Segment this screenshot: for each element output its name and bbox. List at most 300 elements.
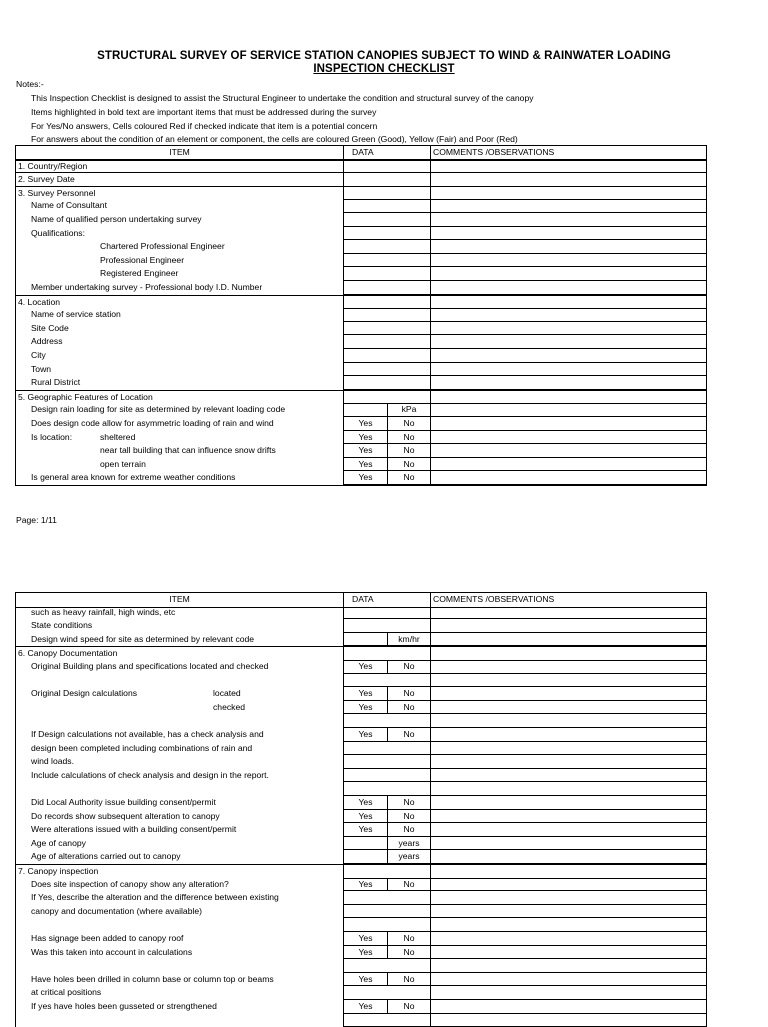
- comments-input-cell[interactable]: [430, 173, 707, 187]
- table-row: [15, 714, 707, 728]
- item-cell: [15, 918, 343, 932]
- table-row: [15, 959, 707, 973]
- comments-input-cell[interactable]: [430, 281, 707, 295]
- data-input-cell[interactable]: [343, 674, 430, 688]
- comments-input-cell[interactable]: [430, 417, 707, 431]
- unit-label: kPa: [401, 404, 417, 415]
- item-cell: [15, 837, 343, 851]
- table-row: [15, 755, 707, 769]
- document-subtitle: INSPECTION CHECKLIST: [313, 63, 455, 75]
- no-option[interactable]: No: [403, 418, 415, 428]
- comments-input-cell[interactable]: [430, 267, 707, 281]
- table-row: [15, 254, 707, 268]
- comments-input-cell[interactable]: [430, 1014, 707, 1027]
- table-row: [15, 810, 707, 824]
- no-option[interactable]: No: [403, 701, 415, 712]
- unit-value-cell[interactable]: [343, 850, 430, 864]
- table-row: [15, 769, 707, 783]
- table-row: [15, 240, 707, 254]
- table-row: [15, 606, 707, 620]
- data-input-cell[interactable]: [343, 335, 430, 349]
- table-row: [15, 878, 707, 892]
- item-label: Name of qualified person undertaking survey: [31, 214, 202, 224]
- yes-no-cell[interactable]: [343, 444, 430, 458]
- comments-input-cell[interactable]: [430, 240, 707, 254]
- item-label: 2. Survey Date: [18, 174, 75, 185]
- no-option[interactable]: No: [403, 688, 415, 699]
- item-label: Do records show subsequent alteration to canopy: [31, 810, 220, 821]
- comments-input-cell[interactable]: [430, 199, 707, 213]
- yes-option[interactable]: Yes: [358, 878, 373, 889]
- data-input-cell[interactable]: [343, 213, 430, 227]
- data-input-cell[interactable]: [343, 742, 430, 756]
- item-cell: [15, 1000, 343, 1014]
- table-row: [15, 1014, 707, 1027]
- item-label: Does site inspection of canopy show any alteration?: [31, 878, 229, 889]
- table-row: [15, 674, 707, 688]
- data-input-cell[interactable]: [343, 606, 430, 620]
- item-cell: [15, 281, 343, 295]
- table-row: [15, 905, 707, 919]
- item-label: Name of Consultant: [31, 200, 107, 211]
- comments-input-cell[interactable]: [430, 160, 707, 174]
- data-input-cell[interactable]: [343, 160, 430, 174]
- item-label: Does design code allow for asymmetric loading of rain and wind: [31, 418, 274, 428]
- table-row: [15, 973, 707, 987]
- item-label: Age of canopy: [31, 837, 86, 848]
- comments-input-cell[interactable]: [430, 227, 707, 241]
- item-cell: [15, 254, 343, 268]
- comments-input-cell[interactable]: [430, 213, 707, 227]
- item-label: Site Code: [31, 322, 69, 333]
- data-input-cell[interactable]: [343, 254, 430, 268]
- comments-input-cell[interactable]: [430, 471, 707, 485]
- item-cell: [15, 1014, 343, 1027]
- yes-option[interactable]: Yes: [358, 418, 373, 428]
- item-cell: [15, 227, 343, 241]
- comments-input-cell[interactable]: [430, 444, 707, 458]
- no-option[interactable]: No: [403, 472, 415, 483]
- data-input-cell[interactable]: [343, 281, 430, 295]
- item-label: Address: [31, 336, 63, 347]
- yes-option[interactable]: Yes: [358, 688, 373, 699]
- table-row: [15, 322, 707, 336]
- item-cell: [15, 755, 343, 769]
- no-option[interactable]: No: [403, 824, 415, 835]
- table-row: [15, 986, 707, 1000]
- unit-value-cell[interactable]: [343, 403, 430, 417]
- item-label: Registered Engineer: [100, 268, 179, 279]
- table-row: [15, 172, 707, 187]
- table-row: [15, 864, 707, 879]
- item-cell: [15, 296, 343, 310]
- comments-input-cell[interactable]: [430, 647, 707, 661]
- item-label: Design rain loading for site as determined by relevant loading code: [31, 404, 286, 415]
- unit-label: km/hr: [398, 633, 420, 644]
- data-input-cell[interactable]: [343, 891, 430, 905]
- yes-option[interactable]: Yes: [358, 797, 373, 807]
- data-input-cell[interactable]: [343, 308, 430, 322]
- no-option[interactable]: No: [403, 445, 415, 456]
- data-input-cell[interactable]: [343, 619, 430, 633]
- item-cell: [15, 606, 343, 620]
- comments-input-cell[interactable]: [430, 1000, 707, 1014]
- item-cell: [15, 322, 343, 336]
- item-cell: [15, 973, 343, 987]
- data-input-cell[interactable]: [343, 349, 430, 363]
- item-label: 7. Canopy inspection: [18, 866, 99, 876]
- item-cell: [15, 173, 343, 187]
- table-row: [15, 186, 707, 201]
- table-row: [15, 335, 707, 349]
- table-row: [15, 1000, 707, 1014]
- table-row: [15, 213, 707, 227]
- item-label: Have holes been drilled in column base or column top or beams: [31, 973, 274, 984]
- yes-no-cell[interactable]: [343, 687, 430, 701]
- comments-input-cell[interactable]: [430, 633, 707, 647]
- item-label: Member undertaking survey - Professional body I.D. Number: [31, 282, 263, 292]
- data-input-cell[interactable]: [343, 187, 430, 201]
- yes-option[interactable]: Yes: [358, 946, 373, 957]
- item-sublabel: sheltered: [100, 431, 136, 442]
- comments-input-cell[interactable]: [430, 755, 707, 769]
- document-title: STRUCTURAL SURVEY OF SERVICE STATION CANOPIES SUBJECT TO WIND & RAINWATER LOADING: [97, 50, 671, 62]
- item-cell: [15, 674, 343, 688]
- table-row: [15, 431, 707, 445]
- yes-no-cell[interactable]: [343, 458, 430, 472]
- item-sublabel: located: [213, 688, 241, 699]
- table-row: [15, 646, 707, 661]
- column-header-item: ITEM: [15, 593, 343, 607]
- item-label: Did Local Authority issue building consent/permit: [31, 797, 216, 807]
- table-row: [15, 471, 707, 486]
- yes-option[interactable]: Yes: [358, 933, 373, 943]
- table-row: [15, 796, 707, 810]
- no-option[interactable]: No: [403, 810, 415, 821]
- item-cell: [15, 308, 343, 322]
- no-option[interactable]: No: [403, 973, 415, 984]
- item-cell: [15, 687, 343, 701]
- yes-no-cell[interactable]: [343, 878, 430, 892]
- yes-option[interactable]: Yes: [358, 729, 373, 739]
- table-row: [15, 444, 707, 458]
- item-cell: [15, 796, 343, 810]
- item-cell: [15, 160, 343, 174]
- item-label: State conditions: [31, 620, 93, 631]
- item-cell: [15, 619, 343, 633]
- item-label: wind loads.: [31, 756, 74, 767]
- comments-input-cell[interactable]: [430, 403, 707, 417]
- item-cell: [15, 769, 343, 783]
- item-cell: [15, 932, 343, 946]
- comments-input-cell[interactable]: [430, 918, 707, 932]
- item-label: City: [31, 350, 46, 360]
- data-input-cell[interactable]: [343, 363, 430, 377]
- no-option[interactable]: No: [403, 661, 415, 671]
- yes-option[interactable]: Yes: [358, 824, 373, 835]
- item-label: at critical positions: [31, 987, 102, 998]
- item-cell: [15, 742, 343, 756]
- item-label: 3. Survey Personnel: [18, 187, 96, 198]
- item-cell: [15, 647, 343, 661]
- item-label: 4. Location: [18, 296, 61, 307]
- column-header-data: DATA: [343, 593, 430, 607]
- comments-input-cell[interactable]: [430, 973, 707, 987]
- data-input-cell[interactable]: [343, 1014, 430, 1027]
- item-cell: [15, 267, 343, 281]
- yes-no-cell[interactable]: [343, 431, 430, 445]
- comments-input-cell[interactable]: [430, 865, 707, 879]
- table-row: [15, 837, 707, 851]
- table-row: [15, 159, 707, 174]
- table-row: [15, 458, 707, 472]
- item-label: If yes have holes been gusseted or strengthened: [31, 1001, 217, 1011]
- item-cell: [15, 633, 343, 647]
- yes-no-cell[interactable]: [343, 417, 430, 431]
- item-label: 1. Country/Region: [18, 160, 88, 171]
- table-row: [15, 417, 707, 431]
- table-row: [15, 633, 707, 647]
- unit-label: years: [398, 837, 420, 848]
- yes-no-cell[interactable]: [343, 471, 430, 485]
- page-number: Page: 1/11: [16, 515, 57, 525]
- item-cell: [15, 417, 343, 431]
- comments-input-cell[interactable]: [430, 986, 707, 1000]
- table-row: [15, 390, 707, 405]
- comments-input-cell[interactable]: [430, 728, 707, 742]
- item-label: Chartered Professional Engineer: [100, 241, 225, 252]
- column-header-data: DATA: [343, 146, 430, 160]
- item-label: Is location:: [31, 431, 73, 442]
- comments-input-cell[interactable]: [430, 946, 707, 960]
- comments-input-cell[interactable]: [430, 837, 707, 851]
- comments-input-cell[interactable]: [430, 363, 707, 377]
- comments-input-cell[interactable]: [430, 431, 707, 445]
- item-label: near tall building that can influence snow drifts: [100, 445, 276, 456]
- item-label: Design wind speed for site as determined by relevant code: [31, 633, 255, 644]
- yes-option[interactable]: Yes: [358, 973, 373, 984]
- item-label: Was this taken into account in calculations: [31, 946, 193, 957]
- data-input-cell[interactable]: [343, 173, 430, 187]
- comments-input-cell[interactable]: [430, 891, 707, 905]
- yes-option[interactable]: Yes: [358, 661, 373, 671]
- comments-input-cell[interactable]: [430, 187, 707, 201]
- item-cell: [15, 431, 343, 445]
- comments-input-cell[interactable]: [430, 823, 707, 837]
- table-row: [15, 295, 707, 310]
- item-cell: [15, 782, 343, 796]
- yes-no-cell[interactable]: [343, 701, 430, 715]
- item-cell: [15, 728, 343, 742]
- notes-label: Notes:-: [16, 79, 44, 89]
- comments-input-cell[interactable]: [430, 349, 707, 363]
- table-row: [15, 281, 707, 295]
- item-cell: [15, 714, 343, 728]
- comments-input-cell[interactable]: [430, 376, 707, 390]
- table-row: [15, 227, 707, 241]
- data-input-cell[interactable]: [343, 769, 430, 783]
- yes-no-cell[interactable]: [343, 932, 430, 946]
- comments-input-cell[interactable]: [430, 701, 707, 715]
- item-cell: [15, 701, 343, 715]
- table-row: [15, 891, 707, 905]
- comments-input-cell[interactable]: [430, 308, 707, 322]
- yes-option[interactable]: Yes: [358, 1001, 373, 1011]
- no-option[interactable]: No: [403, 933, 415, 943]
- table-row: [15, 918, 707, 932]
- item-label: Has signage been added to canopy roof: [31, 933, 184, 943]
- item-cell: [15, 444, 343, 458]
- no-option[interactable]: No: [403, 458, 415, 469]
- item-cell: [15, 986, 343, 1000]
- comments-input-cell[interactable]: [430, 959, 707, 973]
- item-cell: [15, 865, 343, 879]
- note-line: This Inspection Checklist is designed to assist the Structural Engineer to undertake the condition and structural survey of the canopy: [31, 93, 534, 103]
- item-cell: [15, 199, 343, 213]
- data-input-cell[interactable]: [343, 865, 430, 879]
- comments-input-cell[interactable]: [430, 687, 707, 701]
- table-row: [15, 701, 707, 715]
- item-label: 5. Geographic Features of Location: [18, 391, 153, 402]
- no-option[interactable]: No: [403, 729, 415, 739]
- item-cell: [15, 959, 343, 973]
- comments-input-cell[interactable]: [430, 850, 707, 864]
- item-label: such as heavy rainfall, high winds, etc: [31, 606, 176, 617]
- table-row: [15, 267, 707, 281]
- no-option[interactable]: No: [403, 946, 415, 957]
- table-row: [15, 932, 707, 946]
- item-label: canopy and documentation (where available): [31, 905, 203, 916]
- comments-input-cell[interactable]: [430, 660, 707, 674]
- yes-option[interactable]: Yes: [358, 445, 373, 456]
- column-header-item: ITEM: [15, 146, 343, 160]
- data-input-cell[interactable]: [343, 376, 430, 390]
- yes-no-cell[interactable]: [343, 796, 430, 810]
- item-cell: [15, 391, 343, 405]
- table-row: [15, 823, 707, 837]
- comments-input-cell[interactable]: [430, 391, 707, 405]
- comments-input-cell[interactable]: [430, 782, 707, 796]
- data-input-cell[interactable]: [343, 959, 430, 973]
- item-label: 6. Canopy Documentation: [18, 648, 118, 659]
- data-input-cell[interactable]: [343, 647, 430, 661]
- yes-option[interactable]: Yes: [358, 472, 373, 483]
- data-input-cell[interactable]: [343, 782, 430, 796]
- data-input-cell[interactable]: [343, 322, 430, 336]
- item-label: If Yes, describe the alteration and the difference between existing: [31, 892, 279, 903]
- yes-no-cell[interactable]: [343, 728, 430, 742]
- data-input-cell[interactable]: [343, 918, 430, 932]
- comments-input-cell[interactable]: [430, 932, 707, 946]
- table-row: [15, 363, 707, 377]
- comments-input-cell[interactable]: [430, 674, 707, 688]
- table-row: [15, 660, 707, 674]
- column-header-comments: COMMENTS /OBSERVATIONS: [430, 593, 707, 607]
- comments-input-cell[interactable]: [430, 606, 707, 620]
- yes-option[interactable]: Yes: [358, 431, 373, 442]
- item-cell: [15, 878, 343, 892]
- item-cell: [15, 891, 343, 905]
- table-row: [15, 728, 707, 742]
- yes-option[interactable]: Yes: [358, 810, 373, 821]
- item-cell: [15, 187, 343, 201]
- comments-input-cell[interactable]: [430, 458, 707, 472]
- table-row: [15, 308, 707, 322]
- comments-input-cell[interactable]: [430, 714, 707, 728]
- yes-no-cell[interactable]: [343, 973, 430, 987]
- comments-input-cell[interactable]: [430, 335, 707, 349]
- yes-option[interactable]: Yes: [358, 701, 373, 712]
- item-cell: [15, 335, 343, 349]
- item-label: Professional Engineer: [100, 254, 185, 265]
- item-cell: [15, 403, 343, 417]
- item-label: Original Building plans and specifications located and checked: [31, 661, 269, 671]
- comments-input-cell[interactable]: [430, 878, 707, 892]
- data-input-cell[interactable]: [343, 905, 430, 919]
- comments-input-cell[interactable]: [430, 905, 707, 919]
- comments-input-cell[interactable]: [430, 742, 707, 756]
- item-cell: [15, 471, 343, 485]
- yes-no-cell[interactable]: [343, 946, 430, 960]
- item-label: Is general area known for extreme weather conditions: [31, 472, 236, 483]
- no-option[interactable]: No: [403, 1001, 415, 1011]
- unit-value-cell[interactable]: [343, 837, 430, 851]
- no-option[interactable]: No: [403, 878, 415, 889]
- comments-input-cell[interactable]: [430, 810, 707, 824]
- yes-no-cell[interactable]: [343, 660, 430, 674]
- item-label: Were alterations issued with a building consent/permit: [31, 824, 237, 835]
- unit-label: years: [398, 851, 420, 862]
- comments-input-cell[interactable]: [430, 796, 707, 810]
- comments-input-cell[interactable]: [430, 769, 707, 783]
- yes-no-cell[interactable]: [343, 823, 430, 837]
- data-input-cell[interactable]: [343, 267, 430, 281]
- item-label: Name of service station: [31, 309, 121, 320]
- data-input-cell[interactable]: [343, 227, 430, 241]
- table-row: [15, 742, 707, 756]
- comments-input-cell[interactable]: [430, 296, 707, 310]
- item-cell: [15, 458, 343, 472]
- data-input-cell[interactable]: [343, 199, 430, 213]
- no-option[interactable]: No: [403, 431, 415, 442]
- item-cell: [15, 905, 343, 919]
- data-input-cell[interactable]: [343, 714, 430, 728]
- data-input-cell[interactable]: [343, 296, 430, 310]
- no-option[interactable]: No: [403, 797, 415, 807]
- yes-no-cell[interactable]: [343, 810, 430, 824]
- comments-input-cell[interactable]: [430, 254, 707, 268]
- data-input-cell[interactable]: [343, 391, 430, 405]
- item-label: Town: [31, 363, 52, 374]
- item-cell: [15, 376, 343, 390]
- item-cell: [15, 823, 343, 837]
- column-header-comments: COMMENTS /OBSERVATIONS: [430, 146, 707, 160]
- table-row: [15, 782, 707, 796]
- table-row: [15, 349, 707, 363]
- note-line: For Yes/No answers, Cells coloured Red if checked indicate that item is a potential concern: [31, 121, 378, 131]
- comments-input-cell[interactable]: [430, 619, 707, 633]
- item-label: Rural District: [31, 377, 81, 388]
- data-input-cell[interactable]: [343, 240, 430, 254]
- yes-no-cell[interactable]: [343, 1000, 430, 1014]
- item-label: design been completed including combinations of rain and: [31, 742, 253, 753]
- data-input-cell[interactable]: [343, 755, 430, 769]
- item-cell: [15, 850, 343, 864]
- unit-value-cell[interactable]: [343, 633, 430, 647]
- yes-option[interactable]: Yes: [358, 458, 373, 469]
- data-input-cell[interactable]: [343, 986, 430, 1000]
- comments-input-cell[interactable]: [430, 322, 707, 336]
